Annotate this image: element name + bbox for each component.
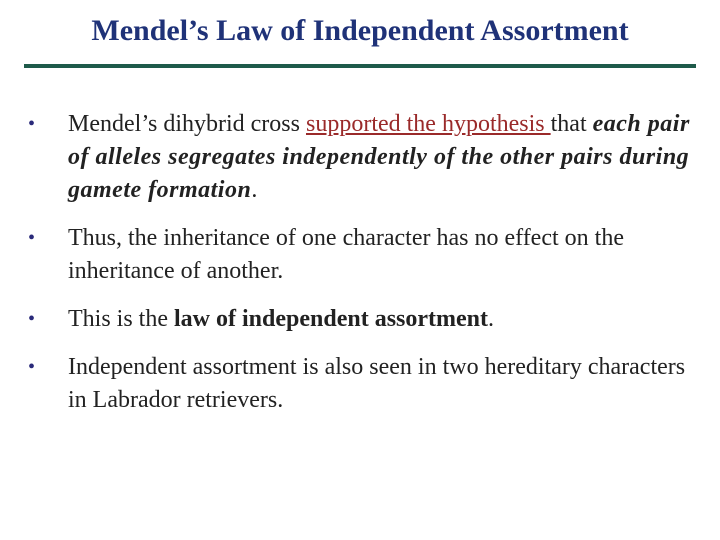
title-divider <box>24 64 696 68</box>
bullet-text: Mendel’s dihybrid cross <box>68 111 306 137</box>
bullet-marker: • <box>28 356 36 378</box>
bullet-text: that <box>550 111 593 137</box>
bullet-item <box>28 108 698 207</box>
bullet-marker: • <box>28 227 36 249</box>
bullet-text: This is the <box>68 306 174 332</box>
bullet-emphasis: each pair of alleles segregates independently of the other pairs during gamete formation <box>68 111 690 203</box>
hypothesis-link[interactable]: supported the hypothesis <box>305 111 551 137</box>
bullet-list <box>28 108 698 432</box>
bullet-text: Independent assortment is also seen in two hereditary characters in Labrador retrievers. <box>68 354 686 413</box>
bullet-text: Thus, the inheritance of one character has no effect on the inheritance of another. <box>68 225 624 284</box>
bullet-strong: law of independent assortment <box>174 306 489 332</box>
bullet-item <box>28 351 698 417</box>
bullet-marker: • <box>28 308 36 330</box>
slide-title: Mendel’s Law of Independent Assortment <box>91 14 629 47</box>
bullet-item <box>28 222 698 288</box>
bullet-item <box>28 303 698 336</box>
bullet-text: . <box>488 306 495 332</box>
bullet-text: . <box>251 177 258 203</box>
bullet-marker: • <box>28 113 36 135</box>
